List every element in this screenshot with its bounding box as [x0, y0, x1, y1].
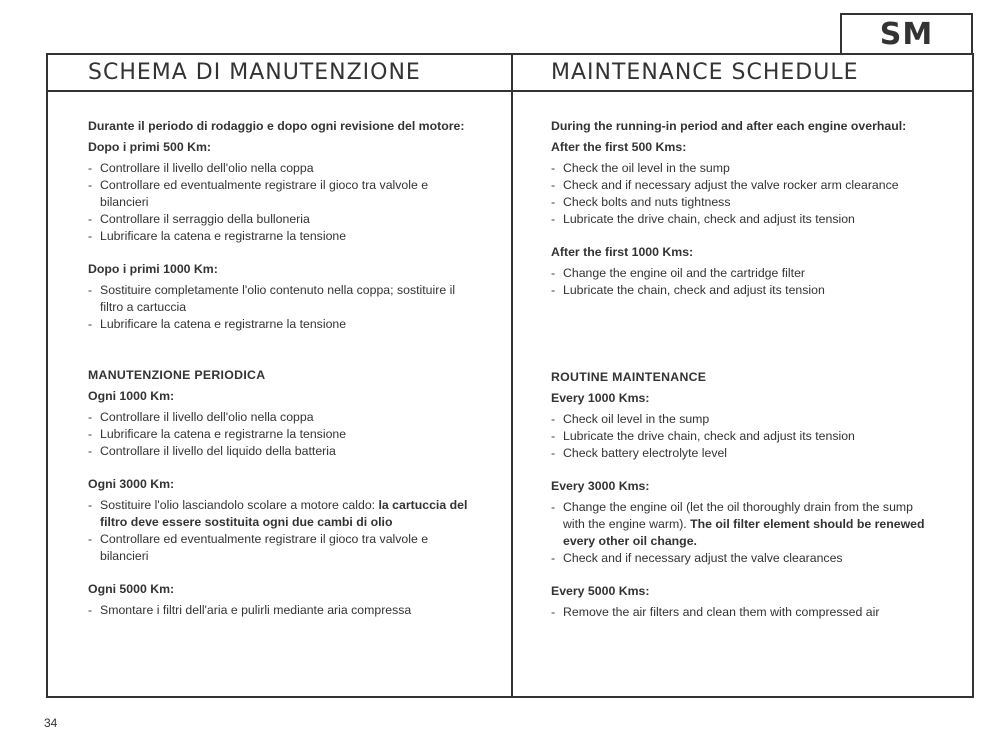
list-item: - Controllare ed eventualmente registrare il gioco tra valvole e bilancieri: [88, 531, 470, 565]
english-every-1000-list: [551, 411, 936, 462]
list-item: - Lubricate the drive chain, check and adjust its tension: [551, 211, 936, 228]
header-rule: [46, 90, 974, 92]
list-item: - Controllare il livello dell'olio nella coppa: [88, 409, 470, 426]
section-tab-sm: SM: [840, 13, 973, 53]
list-item: - Lubrificare la catena e registrarne la tensione: [88, 228, 470, 245]
list-item: - Lubricate the chain, check and adjust its tension: [551, 282, 936, 299]
italian-every-3000-list: [88, 497, 470, 565]
italian-every-1000-heading: Ogni 1000 Km:: [88, 389, 175, 403]
list-item: - Controllare il livello dell'olio nella coppa: [88, 160, 470, 177]
list-item: - Remove the air filters and clean them with compressed air: [551, 604, 936, 621]
list-item: - Lubricate the drive chain, check and adjust its tension: [551, 428, 936, 445]
italian-every-5000-list: [88, 602, 470, 619]
italian-first-500-heading: Dopo i primi 500 Km:: [88, 140, 211, 154]
list-item: - Check oil level in the sump: [551, 411, 936, 428]
list-item: - Sostituire completamente l'olio contenuto nella coppa; sostituire il filtro a cartuccia: [88, 282, 470, 316]
english-every-3000-list: [551, 499, 936, 567]
english-every-3000-heading: Every 3000 Kms:: [551, 479, 650, 493]
english-first-1000-heading: After the first 1000 Kms:: [551, 245, 694, 259]
italian-intro: Durante il periodo di rodaggio e dopo ogni revisione del motore:: [88, 119, 465, 133]
italian-column: [88, 118, 470, 619]
list-item: - Lubrificare la catena e registrarne la tensione: [88, 426, 470, 443]
italian-every-3000-heading: Ogni 3000 Km:: [88, 477, 175, 491]
english-first-1000-list: [551, 265, 936, 299]
item-emphasis: The oil filter element should be renewed every other oil change.: [563, 517, 925, 548]
italian-every-5000-heading: Ogni 5000 Km:: [88, 582, 175, 596]
item-emphasis: la cartuccia del filtro deve essere sostituita ogni due cambi di olio: [100, 498, 468, 529]
list-item: - Check and if necessary adjust the valve clearances: [551, 550, 936, 567]
list-item: - Lubrificare la catena e registrarne la tensione: [88, 316, 470, 333]
list-item: [88, 497, 470, 531]
english-column: [551, 118, 936, 621]
list-item: - Smontare i filtri dell'aria e pulirli mediante aria compressa: [88, 602, 470, 619]
page-number: 34: [44, 716, 58, 730]
italian-title: SCHEMA DI MANUTENZIONE: [88, 60, 421, 85]
list-item: - Controllare il serraggio della bulloneria: [88, 211, 470, 228]
list-item: - Check bolts and nuts tightness: [551, 194, 936, 211]
english-routine-title: ROUTINE MAINTENANCE: [551, 370, 707, 384]
english-first-500-list: [551, 160, 936, 228]
italian-first-500-list: [88, 160, 470, 245]
list-item: - Check and if necessary adjust the valve rocker arm clearance: [551, 177, 936, 194]
english-every-5000-heading: Every 5000 Kms:: [551, 584, 650, 598]
italian-first-1000-list: [88, 282, 470, 333]
list-item: - Controllare il livello del liquido della batteria: [88, 443, 470, 460]
list-item: - Check the oil level in the sump: [551, 160, 936, 177]
column-divider: [511, 53, 513, 698]
list-item: [551, 499, 936, 550]
item-text: Change the engine oil (let the oil thoroughly drain from the sump with the engine warm).: [563, 500, 913, 531]
list-item: - Change the engine oil and the cartridge filter: [551, 265, 936, 282]
english-every-1000-heading: Every 1000 Kms:: [551, 391, 650, 405]
english-every-5000-list: [551, 604, 936, 621]
list-item: - Controllare ed eventualmente registrare il gioco tra valvole e bilancieri: [88, 177, 470, 211]
english-intro: During the running-in period and after each engine overhaul:: [551, 119, 907, 133]
italian-every-1000-list: [88, 409, 470, 460]
english-title: MAINTENANCE SCHEDULE: [551, 60, 859, 85]
english-first-500-heading: After the first 500 Kms:: [551, 140, 687, 154]
list-item: - Check battery electrolyte level: [551, 445, 936, 462]
italian-periodic-title: MANUTENZIONE PERIODICA: [88, 368, 266, 382]
item-text: Sostituire l'olio lasciandolo scolare a motore caldo:: [100, 498, 379, 512]
italian-first-1000-heading: Dopo i primi 1000 Km:: [88, 262, 218, 276]
